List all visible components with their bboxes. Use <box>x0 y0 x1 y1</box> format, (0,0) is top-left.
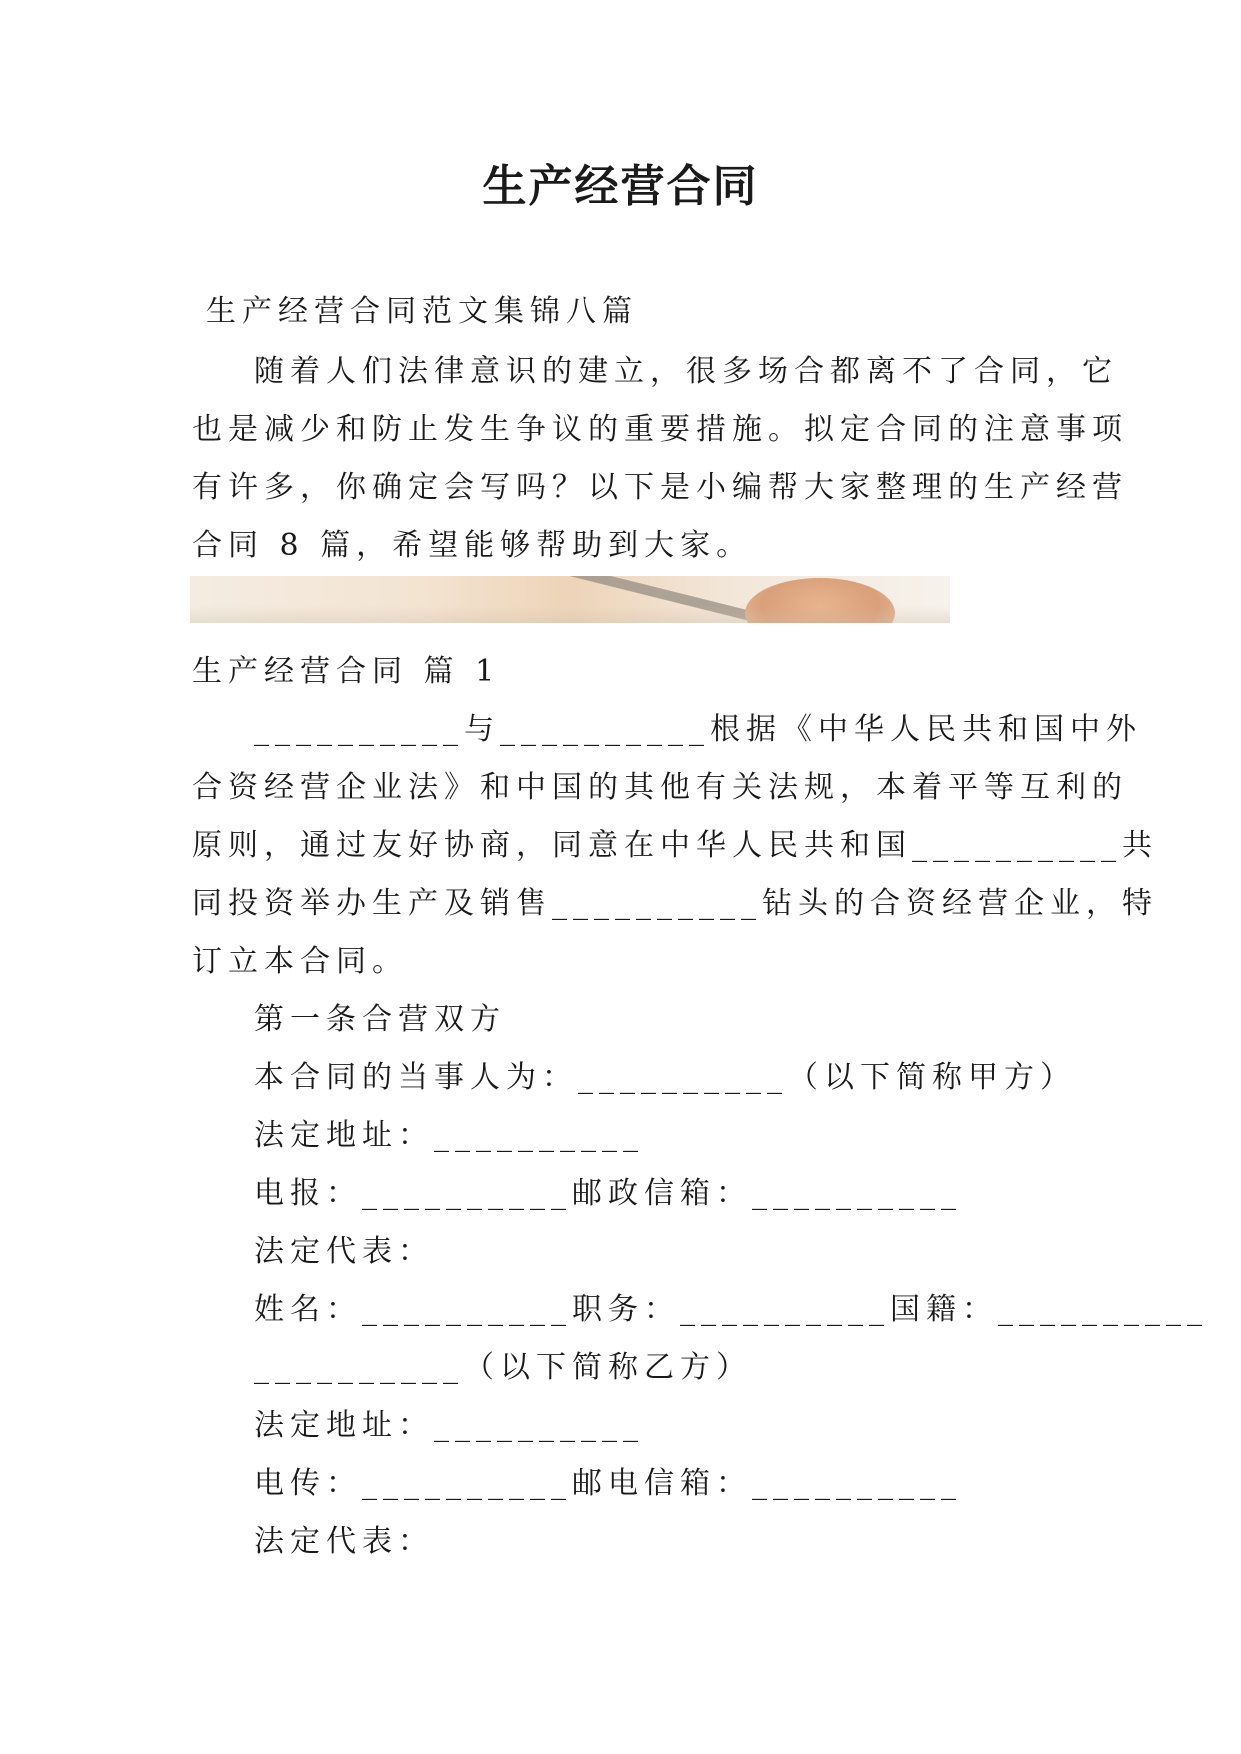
body-line: __________与__________根据《中华人民共和国中外 <box>254 712 1142 747</box>
article-heading: 第一条合营双方 <box>254 1002 506 1037</box>
body-line: 电报：__________邮政信箱：__________ <box>254 1176 962 1211</box>
intro-line: 合同 8 篇，希望能够帮助到大家。 <box>192 528 753 563</box>
body-line: 本合同的当事人为：__________（以下简称甲方） <box>254 1060 1076 1095</box>
body-line: 订立本合同。 <box>192 944 408 979</box>
body-line: 法定地址：__________ <box>254 1118 644 1153</box>
intro-line: 随着人们法律意识的建立，很多场合都离不了合同，它 <box>254 354 1118 389</box>
body-line: 电传：__________邮电信箱：__________ <box>254 1466 962 1501</box>
body-line: 法定代表： <box>254 1234 434 1269</box>
section-heading: 生产经营合同 篇 1 <box>192 654 501 689</box>
body-line: 同投资举办生产及销售__________钻头的合资经营企业，特 <box>192 886 1158 921</box>
body-line: 法定代表： <box>254 1524 434 1559</box>
intro-line: 也是减少和防止发生争议的重要措施。拟定合同的注意事项 <box>192 412 1128 447</box>
body-line: __________（以下简称乙方） <box>254 1350 752 1385</box>
subtitle: 生产经营合同范文集锦八篇 <box>206 294 638 329</box>
intro-line: 有许多，你确定会写吗？以下是小编帮大家整理的生产经营 <box>192 470 1128 505</box>
document-title: 生产经营合同 <box>482 161 759 212</box>
body-line: 原则，通过友好协商，同意在中华人民共和国__________共 <box>192 828 1158 863</box>
body-line: 法定地址：__________ <box>254 1408 644 1443</box>
header-photo <box>190 576 950 623</box>
body-line: 姓名：__________职务：__________国籍：__________ <box>254 1292 1208 1327</box>
body-line: 合资经营企业法》和中国的其他有关法规，本着平等互利的 <box>192 770 1128 805</box>
